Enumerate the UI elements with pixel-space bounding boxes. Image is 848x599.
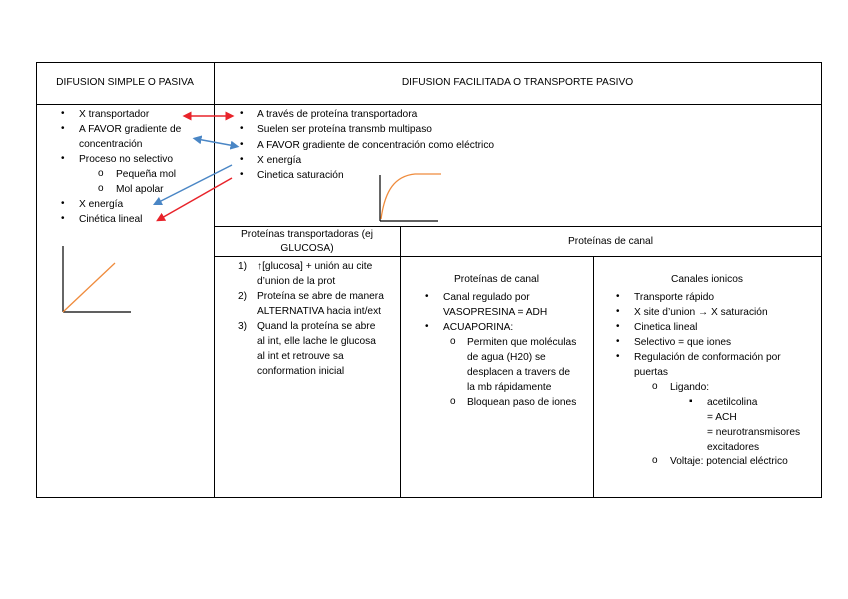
list-item: Cinetica lineal	[634, 322, 698, 333]
sub-sub-list-item-continuation: = ACH	[707, 412, 737, 423]
list-item-continuation: VASOPRESINA = ADH	[443, 307, 548, 318]
list-item: A través de proteína transportadora	[257, 109, 418, 120]
list-item: X transportador	[79, 109, 150, 120]
list-item: Cinética lineal	[79, 214, 143, 225]
bullet: •	[616, 321, 620, 332]
list-item: Cinetica saturación	[257, 170, 344, 181]
bullet: •	[240, 169, 244, 180]
bullet: •	[425, 321, 429, 332]
sub-list-item: Permiten que moléculas	[467, 337, 577, 348]
channel-proteins-subheader: Proteínas de canal	[454, 274, 539, 285]
sub-sub-list-item-continuation: excitadores	[707, 442, 760, 453]
list-item: Canal regulado por	[443, 292, 530, 303]
sub-bullet: o	[98, 183, 104, 194]
step-number: 2)	[238, 291, 248, 302]
step-text: ↑[glucosa] + unión au cite	[257, 261, 373, 272]
list-item: X energía	[257, 155, 302, 166]
bullet: •	[240, 108, 244, 119]
blue-double-arrow-gradient	[197, 139, 235, 146]
list-item: A FAVOR gradiente de concentración como eléctrico	[257, 140, 495, 151]
list-item: Selectivo = que iones	[634, 337, 732, 348]
bullet: •	[61, 153, 65, 164]
step-text-continuation: d’union de la prot	[257, 276, 336, 287]
sub-list-item-continuation: la mb rápidamente	[467, 382, 552, 393]
step-number: 3)	[238, 321, 248, 332]
transport-proteins-header-line-2: GLUCOSA)	[280, 243, 334, 254]
step-text-continuation: conformation inicial	[257, 366, 345, 377]
bullet: •	[61, 123, 65, 134]
step-text-continuation: al int et retrouve sa	[257, 351, 344, 362]
list-item: X site d’union → X saturación	[634, 307, 768, 318]
bullet: •	[240, 123, 244, 134]
bullet: •	[616, 291, 620, 302]
red-arrow-kinetics	[160, 178, 232, 219]
ion-channels-header: Canales ionicos	[671, 274, 743, 285]
sub-list-item-continuation: desplacen a travers de	[467, 367, 571, 378]
sub-list-item-continuation: de agua (H20) se	[467, 352, 546, 363]
bullet: •	[61, 198, 65, 209]
sub-bullet: o	[652, 381, 658, 392]
bullet: •	[616, 336, 620, 347]
list-item: A FAVOR gradiente de	[79, 124, 182, 135]
saturation-kinetics-graph	[380, 174, 441, 221]
header-simple-diffusion: DIFUSION SIMPLE O PASIVA	[56, 77, 194, 88]
step-text-continuation: ALTERNATIVA hacia int/ext	[257, 306, 381, 317]
saturation-curve	[381, 174, 441, 219]
sub-list-item: Mol apolar	[116, 184, 164, 195]
transport-proteins-header-line-1: Proteínas transportadoras (ej	[241, 229, 373, 240]
sub-bullet: o	[652, 455, 658, 466]
step-text-continuation: al int, elle lache le glucosa	[257, 336, 376, 347]
sub-bullet: o	[450, 336, 456, 347]
list-item: Transporte rápido	[634, 292, 715, 303]
channel-proteins-header: Proteínas de canal	[568, 236, 653, 247]
step-text: Quand la proteína se abre	[257, 321, 376, 332]
list-item: ACUAPORINA:	[443, 322, 514, 333]
bullet: •	[61, 213, 65, 224]
bullet: •	[240, 154, 244, 165]
sub-sub-list-item-continuation: = neurotransmisores	[707, 427, 801, 438]
sub-list-item: Bloquean paso de iones	[467, 397, 577, 408]
list-item: Regulación de conformación por	[634, 352, 781, 363]
square-bullet: ▪	[689, 396, 693, 407]
bullet: •	[61, 108, 65, 119]
list-item: Suelen ser proteína transmb multipaso	[257, 124, 432, 135]
step-number: 1)	[238, 261, 248, 272]
sub-list-item: Ligando:	[670, 382, 710, 393]
bullet: •	[616, 306, 620, 317]
sub-sub-list-item: acetilcolina	[707, 397, 758, 408]
sub-bullet: o	[98, 168, 104, 179]
bullet: •	[616, 351, 620, 362]
list-item-continuation: puertas	[634, 367, 668, 378]
linear-curve	[63, 263, 115, 312]
sub-bullet: o	[450, 396, 456, 407]
bullet: •	[240, 139, 244, 150]
list-item-continuation: concentración	[79, 139, 143, 150]
list-item: X energía	[79, 199, 124, 210]
list-item: Proceso no selectivo	[79, 154, 174, 165]
sub-list-item: Pequeña mol	[116, 169, 177, 180]
header-facilitated-diffusion: DIFUSION FACILITADA O TRANSPORTE PASIVO	[401, 77, 634, 88]
bullet: •	[425, 291, 429, 302]
step-text: Proteína se abre de manera	[257, 291, 384, 302]
linear-kinetics-graph	[63, 246, 131, 312]
sub-list-item: Voltaje: potencial eléctrico	[670, 456, 788, 467]
